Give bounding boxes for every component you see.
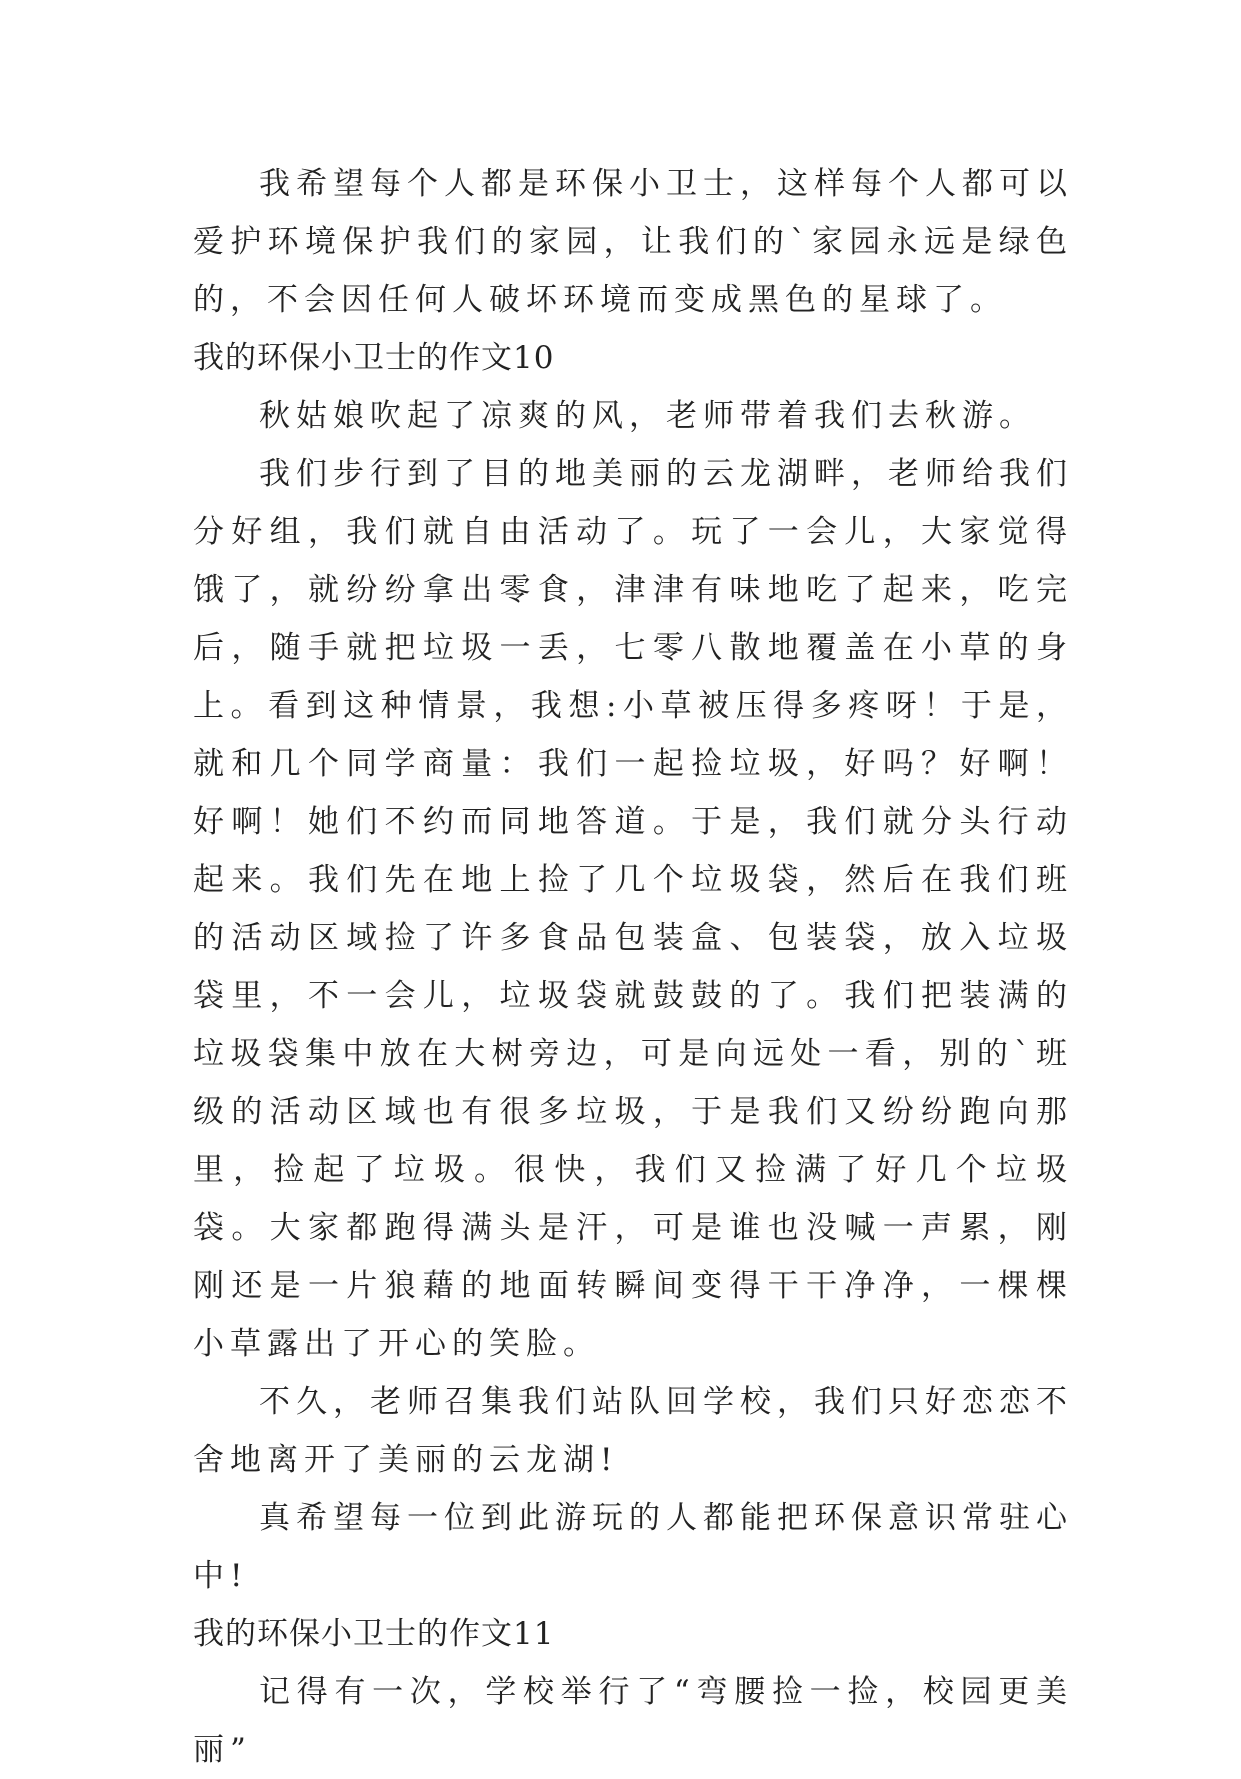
document-body	[193, 155, 1073, 1779]
paragraph: 真希望每一位到此游玩的人都能把环保意识常驻心中!	[193, 1500, 1073, 1594]
paragraph: 我希望每个人都是环保小卫士，这样每个人都可以爱护环境保护我们的家园，让我们的`家园永远是绿色的，不会因任何人破坏环境而变成黑色的星球了。	[193, 166, 1073, 318]
paragraph: 秋姑娘吹起了凉爽的风，老师带着我们去秋游。	[259, 398, 1036, 434]
essay-heading: 我的环保小卫士的作文10	[193, 340, 555, 376]
paragraph: 记得有一次，学校举行了“弯腰捡一捡，校园更美丽”	[193, 1674, 1073, 1768]
paragraph: 不久，老师召集我们站队回学校，我们只好恋恋不舍地离开了美丽的云龙湖!	[193, 1384, 1073, 1478]
essay-heading: 我的环保小卫士的作文11	[193, 1616, 555, 1652]
paragraph: 我们步行到了目的地美丽的云龙湖畔，老师给我们分好组，我们就自由活动了。玩了一会儿，大家觉得饿了，就纷纷拿出零食，津津有味地吃了起来，吃完后，随手就把垃圾一丢，七零八散地覆盖在小草的身上。看到这种情景，我想:小草被压得多疼呀！于是，就和几个同学商量：我们一起捡垃圾，好吗？好啊！好啊！她们不约而同地答道。于是，我们就分头行动起来。我们先在地上捡了几个垃圾袋，然后在我们班的活动区域捡了许多食品包装盒、包装袋，放入垃圾袋里，不一会儿，垃圾袋就鼓鼓的了。我们把装满的垃圾袋集中放在大树旁边，可是向远处一看，别的`班级的活动区域也有很多垃圾，于是我们又纷纷跑向那里，捡起了垃圾。很快，我们又捡满了好几个垃圾袋。大家都跑得满头是汗，可是谁也没喊一声累，刚刚还是一片狼藉的地面转瞬间变得干干净净，一棵棵小草露出了开心的笑脸。	[193, 456, 1073, 1362]
